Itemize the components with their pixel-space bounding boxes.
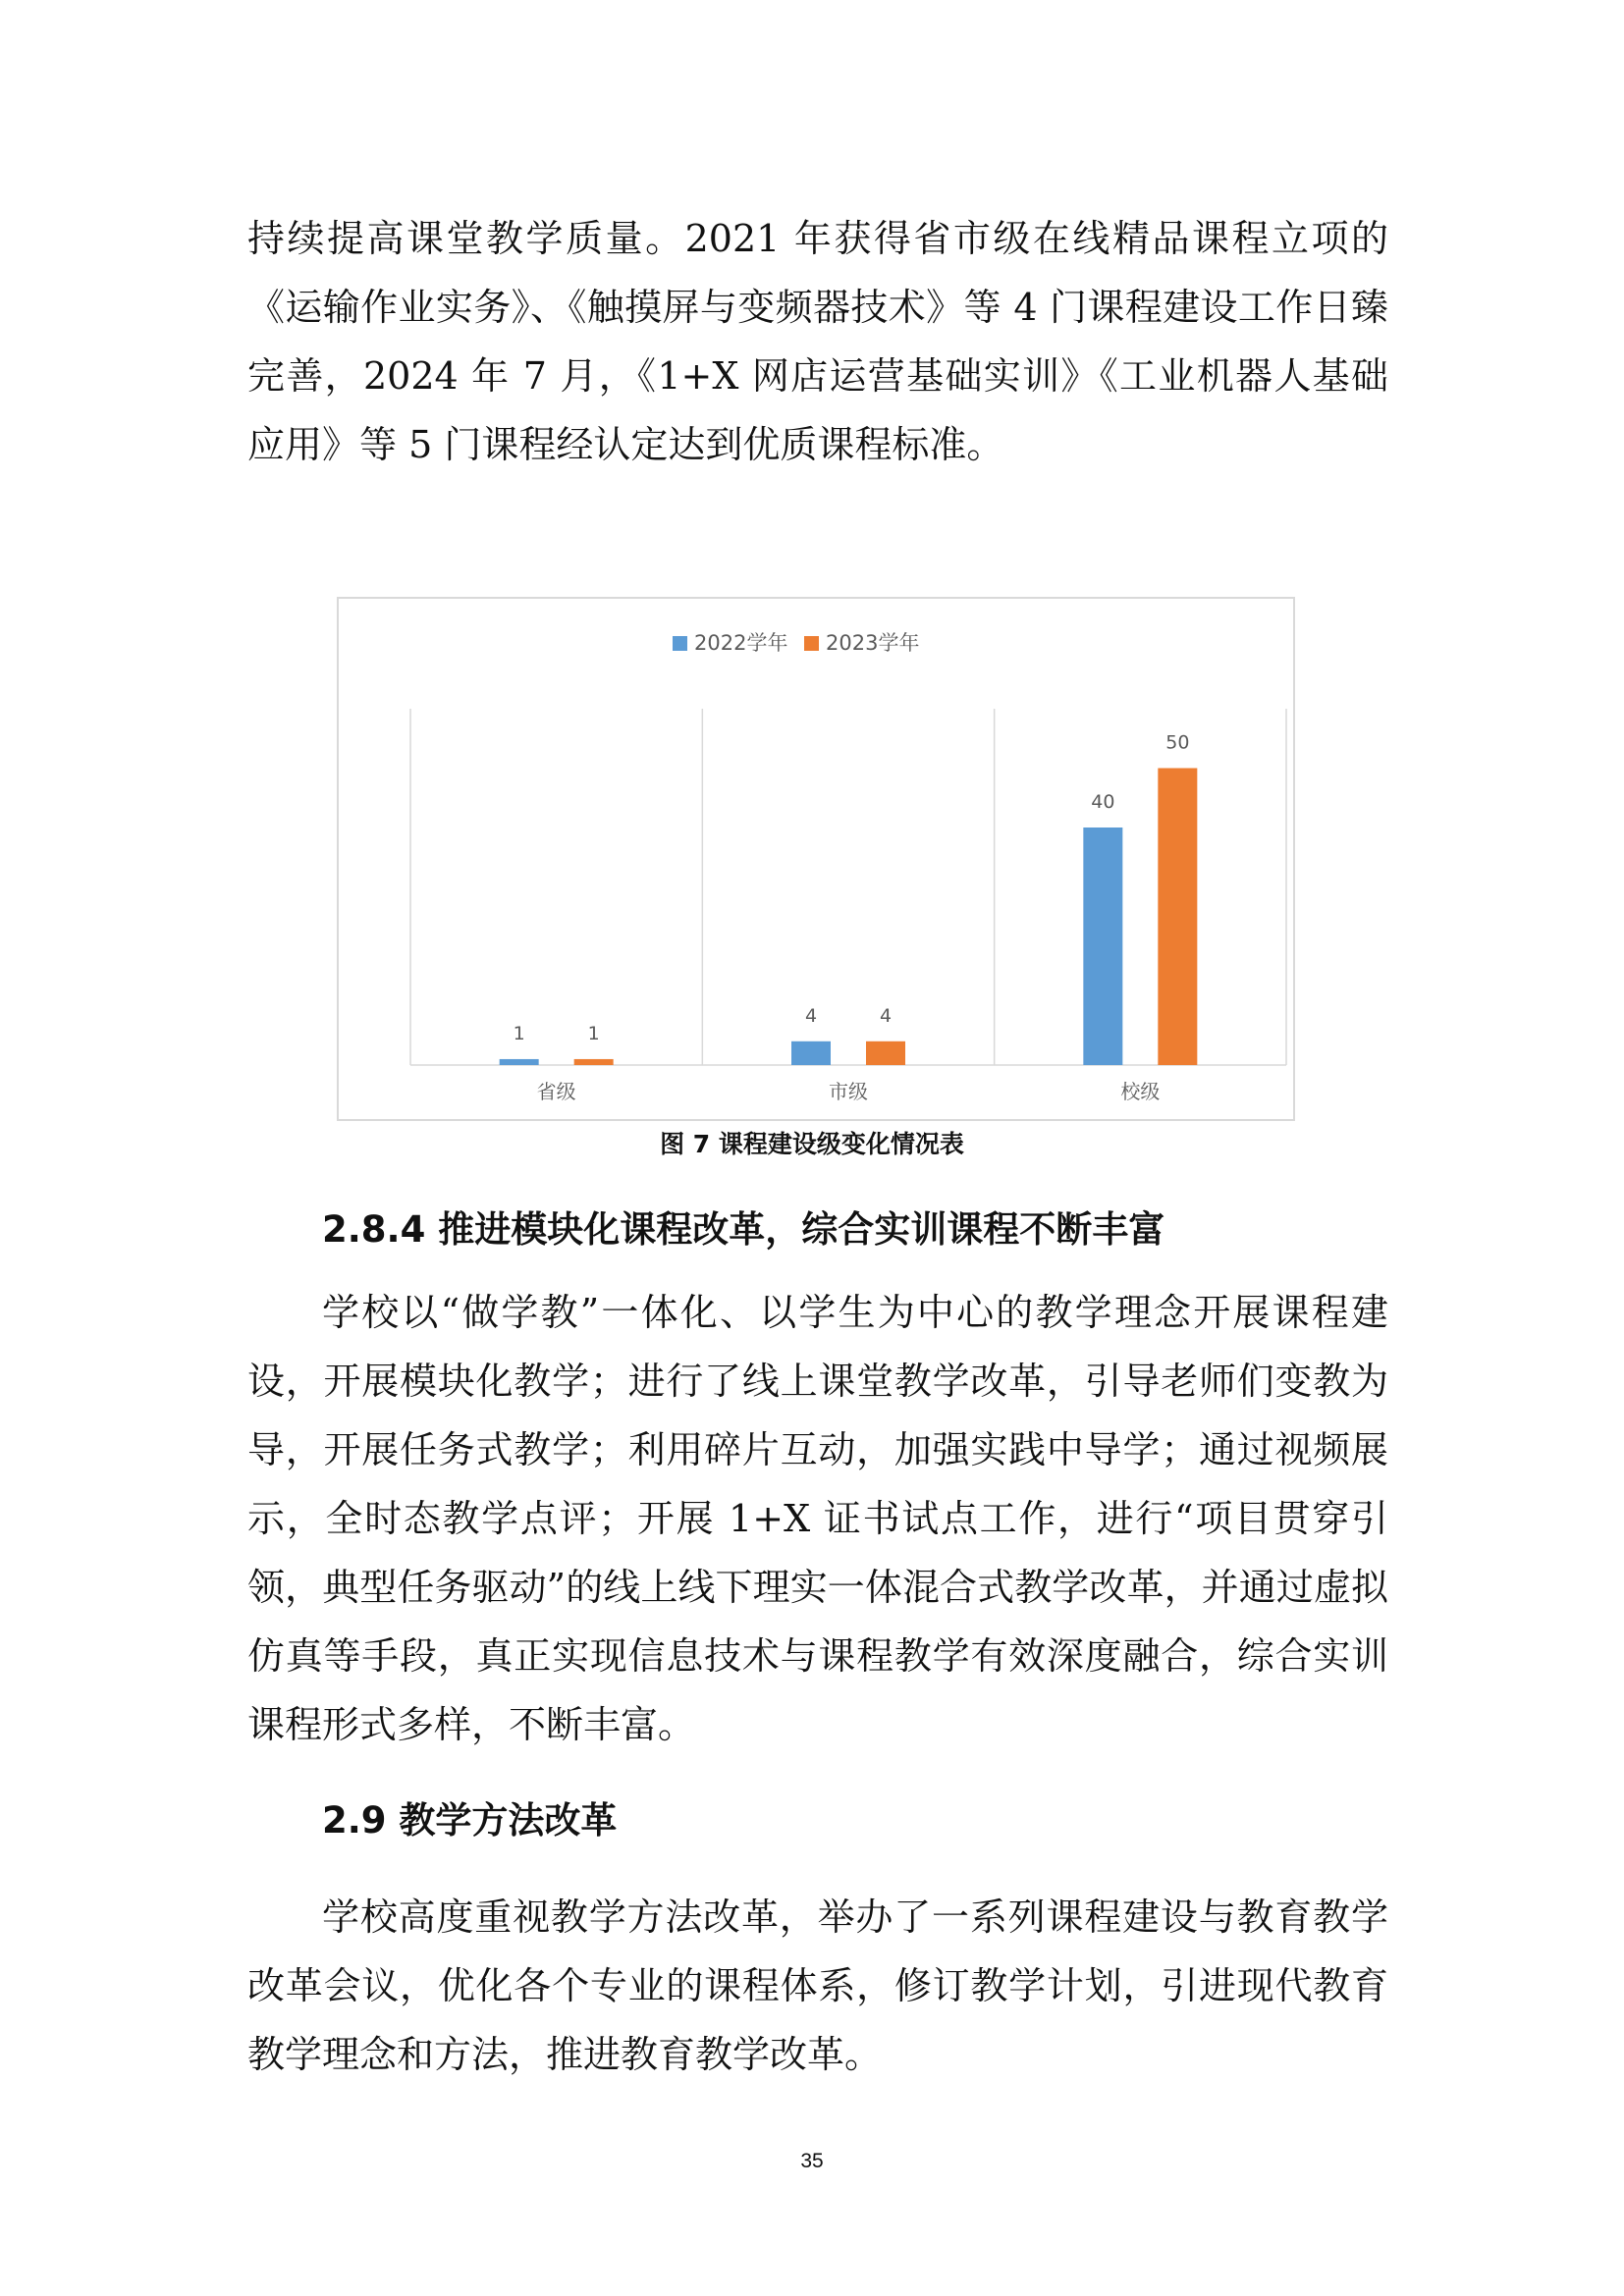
category-label: 省级 <box>536 1080 576 1103</box>
legend-swatch <box>673 636 687 651</box>
data-label: 4 <box>879 1004 893 1027</box>
bar-series2 <box>1158 769 1197 1066</box>
legend-label: 2022学年 <box>694 631 788 655</box>
course-level-chart <box>337 597 1295 1121</box>
legend-swatch <box>804 636 819 651</box>
bar-series1 <box>791 1041 831 1065</box>
category-label: 市级 <box>829 1080 868 1103</box>
page-number: 35 <box>800 2150 824 2172</box>
category-label: 校级 <box>1120 1080 1161 1103</box>
intro-paragraph: 持续提高课堂教学质量。2021 年获得省市级在线精品课程立项的《运输作业实务》、《触摸屏与变频器技术》等 4 门课程建设工作日臻完善，2024 年 7 月，《1+X 网店运营基础实训》《工业机器人基础应用》等 5 门课程经认定达到优质课程标准。 <box>247 217 1388 466</box>
section-heading-2-8-4: 2.8.4 推进模块化课程改革，综合实训课程不断丰富 <box>322 1208 1165 1251</box>
data-label: 1 <box>513 1022 525 1044</box>
section-heading-2-9: 2.9 教学方法改革 <box>322 1799 618 1842</box>
bar-series1 <box>500 1059 539 1065</box>
chart-canvas <box>339 599 1293 1119</box>
legend-label: 2023学年 <box>826 631 920 655</box>
method-reform-paragraph: 学校高度重视教学方法改革，举办了一系列课程建设与教育教学改革会议，优化各个专业的课程体系，修订教学计划，引进现代教育教学理念和方法，推进教育教学改革。 <box>247 1896 1388 2076</box>
figure-caption: 图 7 课程建设级变化情况表 <box>660 1130 964 1158</box>
data-label: 50 <box>1165 731 1190 754</box>
bar-series2 <box>574 1059 614 1065</box>
data-label: 4 <box>804 1004 818 1027</box>
data-label: 1 <box>587 1022 600 1044</box>
bar-series1 <box>1083 828 1122 1065</box>
module-reform-paragraph: 学校以“做学教”一体化、以学生为中心的教学理念开展课程建设，开展模块化教学；进行了线上课堂教学改革，引导老师们变教为导，开展任务式教学；利用碎片互动，加强实践中导学；通过视频展示，全时态教学点评；开展 1+X 证书试点工作，进行“项目贯穿引领，典型任务驱动”的线上线下理实一体混合式教学改革，并通过虚拟仿真等手段，真正实现信息技术与课程教学有效深度融合，综合实训课程形式多样，不断丰富。 <box>247 1291 1388 1746</box>
data-label: 40 <box>1091 791 1115 813</box>
bar-series2 <box>866 1041 905 1065</box>
